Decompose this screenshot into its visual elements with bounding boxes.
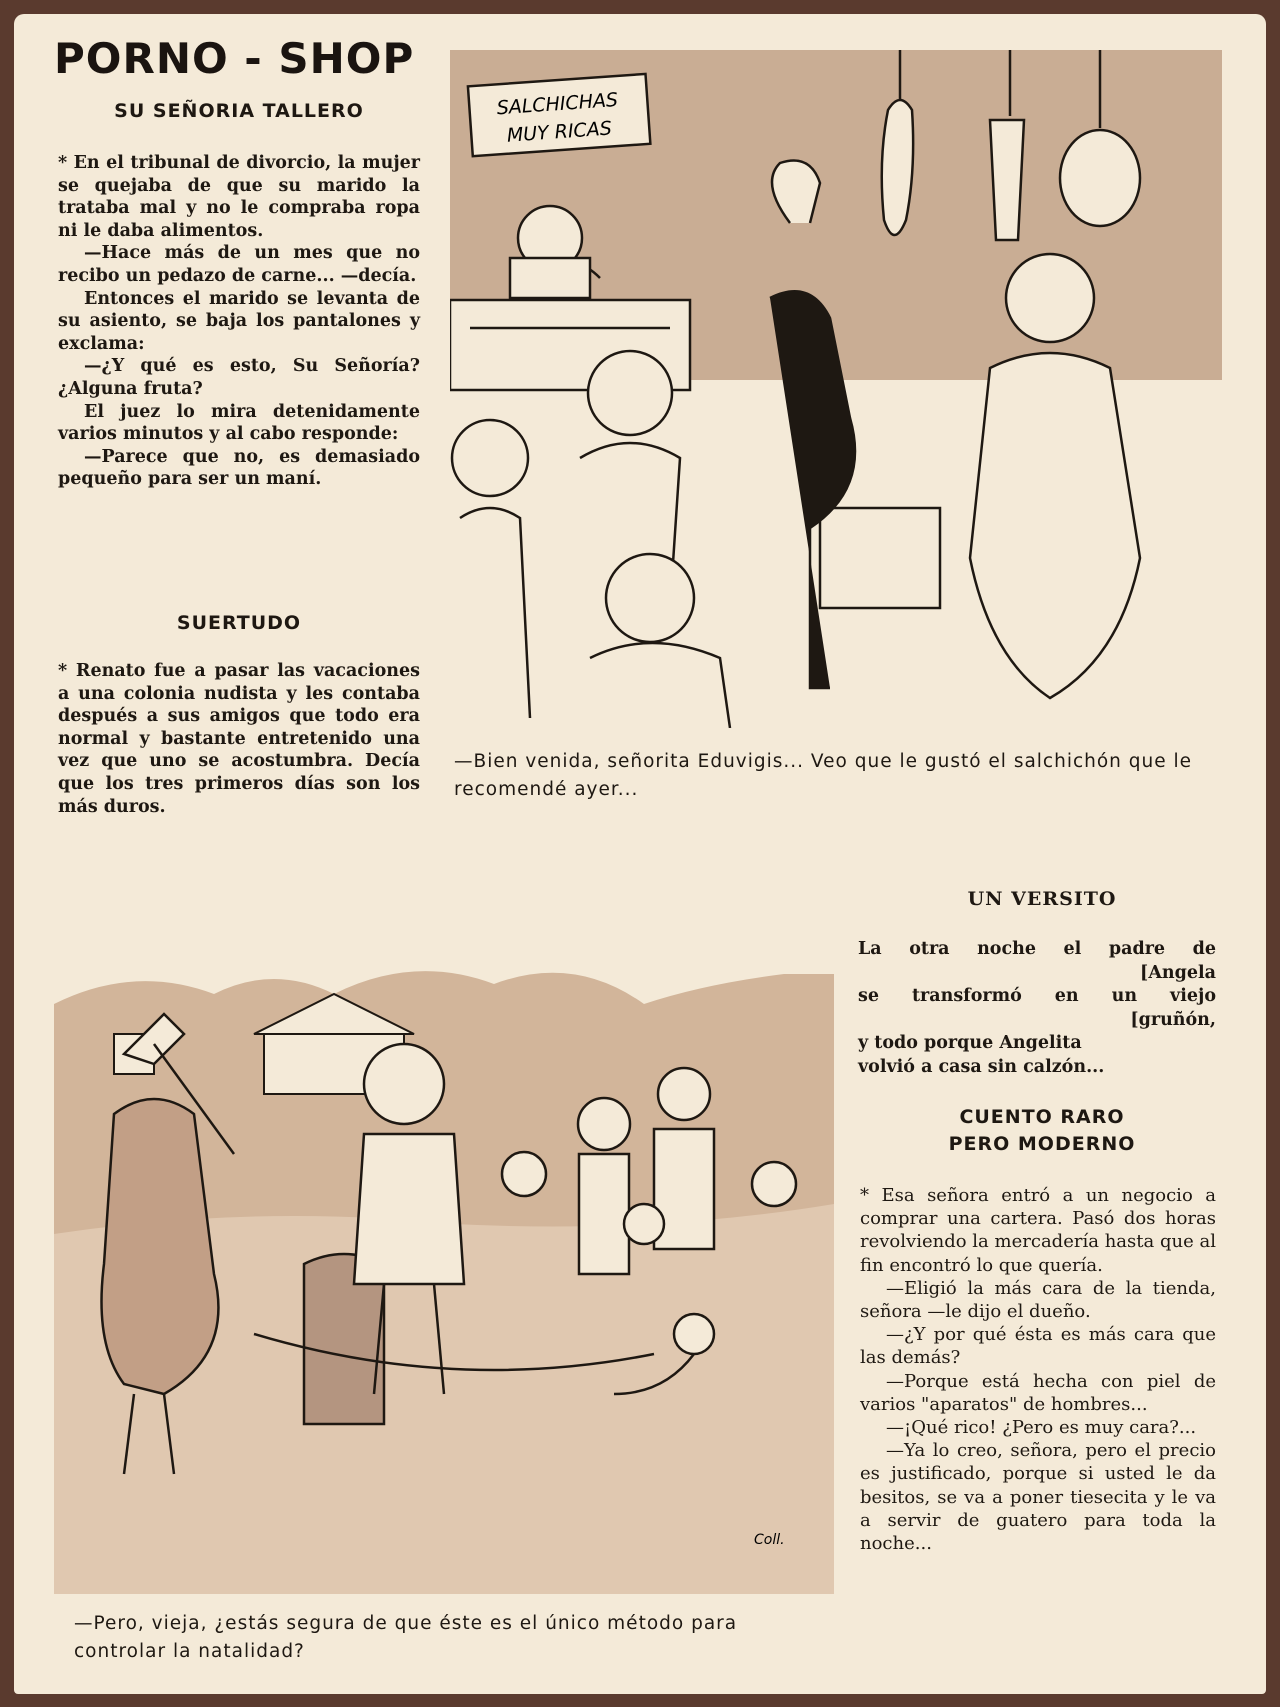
cartoon1-caption: —Bien venida, señorita Eduvigis... Veo que le gustó el salchichón que le recomendé ayer... (454, 751, 1193, 800)
verse-line: y todo porque Angelita (858, 1033, 1082, 1053)
verse-line: [Angela (1140, 962, 1216, 983)
story3-heading-line2: PERO MODERNO (948, 1133, 1136, 1155)
verse-heading: UN VERSITO (967, 888, 1117, 910)
story1-paragraph: * En el tribunal de divorcio, la mujer se quejaba de que su marido la trataba mal y no le compraba ropa ni le daba alimentos. (58, 153, 420, 241)
magazine-page (14, 14, 1266, 1694)
story3-paragraph: —Porque está hecha con piel de varios "aparatos" de hombres... (860, 1370, 1216, 1415)
story1-paragraph: —Hace más de un mes que no recibo un pedazo de carne... —decía. (58, 243, 420, 286)
story1-paragraph: —¿Y qué es esto, Su Señoría? ¿Alguna fruta? (58, 356, 420, 399)
butcher-shop-illustration (450, 38, 1222, 728)
story3-paragraph: —Eligió la más cara de la tienda, señora —le dijo el dueño. (860, 1277, 1216, 1323)
sign-line-2: MUY RICAS (506, 117, 613, 147)
verse-body (858, 938, 1216, 1079)
cartoon2-signature: Coll. (754, 1532, 785, 1548)
story1-paragraph: Entonces el marido se levanta de su asiento, se baja los pantalones y exclama: (58, 288, 420, 354)
family-illustration (54, 934, 834, 1594)
story1-heading: SU SEÑORIA TALLERO (114, 100, 364, 122)
story2-paragraph: * Renato fue a pasar las vacaciones a una colonia nudista y les contaba después a sus amigos que todo era normal y bastante entretenido una vez que uno se acostumbra. Decía que los tres primeros días son los más duros. (58, 661, 420, 817)
story3-paragraph: —¿Y por qué ésta es más cara que las demás? (860, 1324, 1216, 1369)
story2-body (58, 660, 420, 818)
story2-heading: SUERTUDO (176, 612, 302, 634)
cartoon2-caption: —Pero, vieja, ¿estás segura de que éste es el único método para controlar la natalidad? (74, 1613, 738, 1662)
story3-heading-line1: CUENTO RARO (959, 1106, 1125, 1128)
cartoon-butcher-shop (450, 38, 1222, 728)
story1-body (58, 152, 420, 491)
sign-line-1: SALCHICHAS (496, 88, 619, 120)
story3-body (860, 1184, 1216, 1555)
sausage-sign (468, 74, 650, 156)
story3-paragraph: —¡Qué rico! ¿Pero es muy cara?... (886, 1417, 1197, 1439)
verse-line: se transformó en un viejo (858, 986, 1216, 1006)
verse-line: La otra noche el padre de (858, 939, 1216, 959)
story3-paragraph: * Esa señora entró a un negocio a comprar una cartera. Pasó dos horas revolviendo la mercadería hasta que al fin encontró lo que quería. (860, 1185, 1216, 1276)
page-title: PORNO - SHOP (54, 34, 415, 83)
story1-paragraph: —Parece que no, es demasiado pequeño para ser un maní. (58, 446, 420, 490)
verse-line: [gruñón, (1130, 1009, 1216, 1030)
story1-paragraph: El juez lo mira detenidamente varios minutos y al cabo responde: (58, 401, 420, 445)
story3-heading (872, 1104, 1212, 1158)
cartoon-family-woodcutter (54, 934, 834, 1594)
verse-line: volvió a casa sin calzón... (858, 1056, 1105, 1077)
story3-paragraph: —Ya lo creo, señora, pero el precio es justificado, porque si usted le da besitos, se va a poner tiesecita y le va a servir de guatero para toda la noche... (860, 1440, 1216, 1555)
